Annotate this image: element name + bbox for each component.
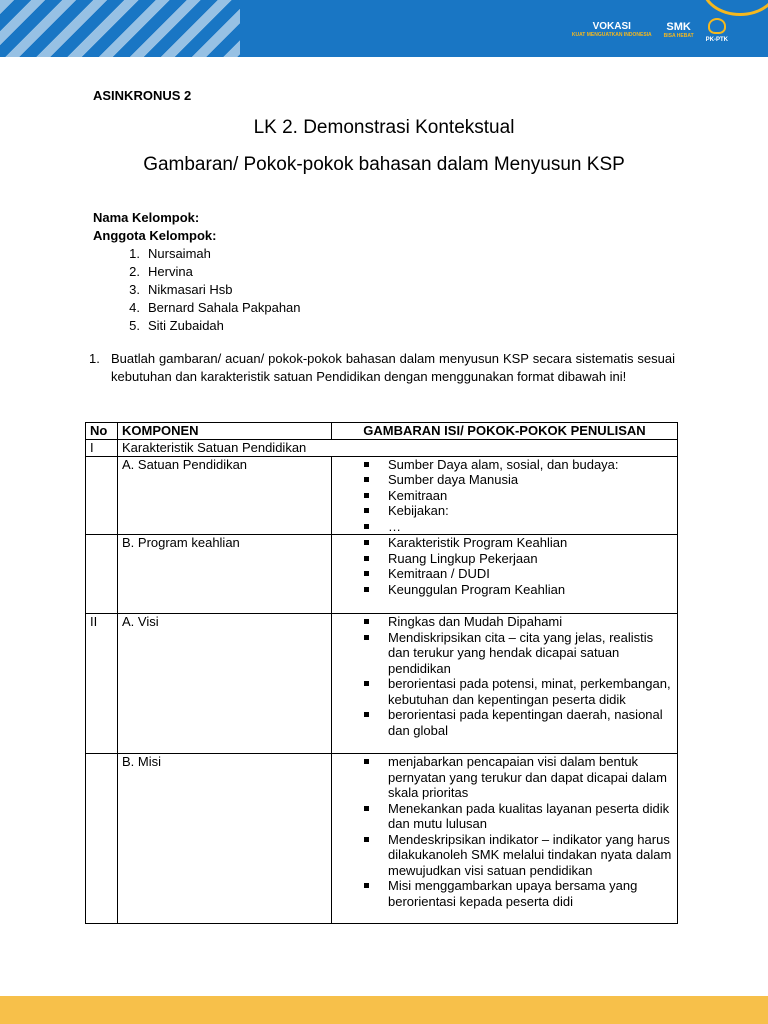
list-item: berorientasi pada potensi, minat, perkembangan, kebutuhan dan kepentingan peserta didik xyxy=(362,676,673,707)
gambaran-cell xyxy=(332,456,678,535)
table-header-row xyxy=(86,423,678,440)
document-title: LK 2. Demonstrasi Kontekstual xyxy=(253,117,515,138)
komponen-cell: A. Satuan Pendidikan xyxy=(118,456,332,535)
list-item: Ruang Lingkup Pekerjaan xyxy=(362,551,673,567)
member-name: Siti Zubaidah xyxy=(148,318,224,333)
instruction-number: 1. xyxy=(89,351,100,366)
row-number xyxy=(86,754,118,924)
pkptk-logo-icon xyxy=(708,18,726,34)
list-item xyxy=(93,245,301,263)
bullet-list xyxy=(336,754,673,909)
member-number: 3. xyxy=(129,282,140,297)
list-item: Karakteristik Program Keahlian xyxy=(362,535,673,551)
row-number xyxy=(86,535,118,614)
list-item xyxy=(93,263,301,281)
smk-logo-text: SMK xyxy=(666,20,691,33)
smk-logo xyxy=(664,22,694,39)
member-number: 4. xyxy=(129,300,140,315)
list-item: Mendiskripsikan cita – cita yang jelas, realistis dan terukur yang hendak dicapai satuan pendidikan xyxy=(362,630,673,677)
komponen-cell: B. Misi xyxy=(118,754,332,924)
gambaran-cell xyxy=(332,614,678,754)
header-stripes xyxy=(0,0,240,57)
table-row xyxy=(86,754,678,924)
table-row xyxy=(86,614,678,754)
gambaran-cell xyxy=(332,754,678,924)
list-item xyxy=(93,281,301,299)
list-item: Keunggulan Program Keahlian xyxy=(362,582,673,598)
komponen-cell: A. Visi xyxy=(118,614,332,754)
member-number: 2. xyxy=(129,264,140,279)
section-label: ASINKRONUS 2 xyxy=(93,88,192,103)
section-label-cell: Karakteristik Satuan Pendidikan xyxy=(118,440,678,457)
table-row xyxy=(86,440,678,457)
footer-bar xyxy=(0,996,768,1024)
list-item: Misi menggambarkan upaya bersama yang berorientasi kepada peserta didi xyxy=(362,878,673,909)
list-item: berorientasi pada kepentingan daerah, nasional dan global xyxy=(362,707,673,738)
list-item: Kebijakan: xyxy=(362,503,673,519)
gambaran-cell xyxy=(332,535,678,614)
list-item: Mendeskripsikan indikator – indikator yang harus dilakukanoleh SMK melalui tindakan nyata dalam mewujudkan visi satuan pendidikan xyxy=(362,832,673,879)
pkptk-logo-text: PK-PTK xyxy=(705,36,728,43)
document-subtitle: Gambaran/ Pokok-pokok bahasan dalam Menyusun KSP xyxy=(143,154,625,175)
member-name: Hervina xyxy=(148,264,193,279)
member-number: 5. xyxy=(129,318,140,333)
row-number: I xyxy=(86,440,118,457)
list-item xyxy=(93,317,301,335)
group-name-label: Nama Kelompok: xyxy=(93,210,200,225)
vokasi-logo xyxy=(572,22,652,38)
header-komponen: KOMPONEN xyxy=(118,423,332,440)
bullet-list xyxy=(336,457,673,535)
list-item: Sumber daya Manusia xyxy=(362,472,673,488)
vokasi-logo-subtext: KUAT MENGUATKAN INDONESIA xyxy=(571,32,652,38)
group-info xyxy=(93,209,301,335)
bullet-list xyxy=(336,535,673,597)
member-name: Nursaimah xyxy=(148,246,211,261)
bullet-list xyxy=(336,614,673,738)
instruction-item xyxy=(89,350,675,386)
ksp-table xyxy=(85,422,678,924)
member-number: 1. xyxy=(129,246,140,261)
list-item: menjabarkan pencapaian visi dalam bentuk pernyatan yang terukur dan dapat dicapai dalam skala prioritas xyxy=(362,754,673,801)
table-row xyxy=(86,456,678,535)
header-gambaran: GAMBARAN ISI/ POKOK-POKOK PENULISAN xyxy=(332,423,678,440)
list-item: Ringkas dan Mudah Dipahami xyxy=(362,614,673,630)
smk-logo-subtext: BISA HEBAT xyxy=(663,32,694,39)
header-logos xyxy=(572,14,728,46)
page-header-banner xyxy=(0,0,768,57)
row-number: II xyxy=(86,614,118,754)
vokasi-logo-text: VOKASI xyxy=(592,21,631,32)
member-name: Nikmasari Hsb xyxy=(148,282,233,297)
list-item: … xyxy=(362,519,673,535)
instruction-text: Buatlah gambaran/ acuan/ pokok-pokok bahasan dalam menyusun KSP secara sistematis sesuai kebutuhan dan karakteristik satuan Pendidikan dengan menggunakan format dibawah ini! xyxy=(111,351,675,384)
table-row xyxy=(86,535,678,614)
komponen-cell: B. Program keahlian xyxy=(118,535,332,614)
list-item: Sumber Daya alam, sosial, dan budaya: xyxy=(362,457,673,473)
pkptk-logo xyxy=(706,18,728,43)
members-list xyxy=(93,245,301,335)
header-no: No xyxy=(86,423,118,440)
group-members-label: Anggota Kelompok: xyxy=(93,228,217,243)
row-number xyxy=(86,456,118,535)
list-item: Menekankan pada kualitas layanan peserta didik dan mutu lulusan xyxy=(362,801,673,832)
list-item xyxy=(93,299,301,317)
list-item: Kemitraan xyxy=(362,488,673,504)
member-name: Bernard Sahala Pakpahan xyxy=(148,300,301,315)
list-item: Kemitraan / DUDI xyxy=(362,566,673,582)
